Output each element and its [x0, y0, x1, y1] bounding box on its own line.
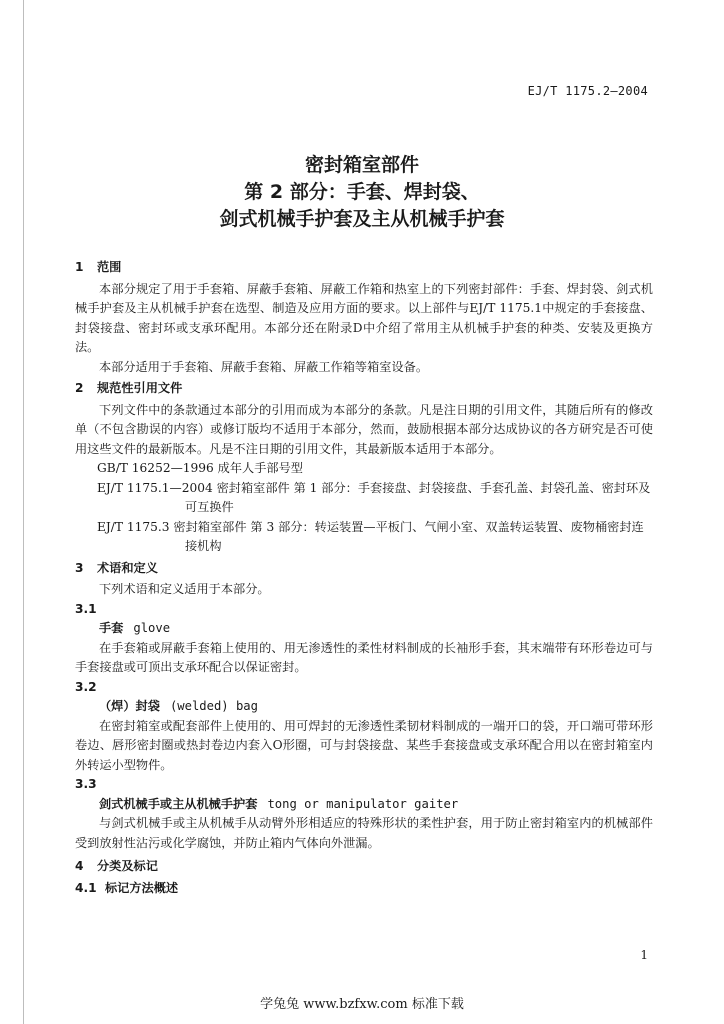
term-3-2: （焊）封袋 (welded) bag [99, 699, 258, 713]
footer-watermark: 学兔兔 www.bzfxw.com 标准下载 [260, 997, 464, 1012]
term-3-1: 手套 glove [99, 621, 171, 635]
term-3-1-definition: 在手套箱或屏蔽手套箱上使用的、用无渗透性的柔性材料制成的长袖形手套，其末端带有环形卷边可与手套接盘或可顶出支承环配合以保证密封。 [75, 640, 653, 674]
term-3-3: 剑式机械手或主从机械手护套 tong or manipulator gaiter [99, 796, 459, 811]
term-3-2-number: 3.2 [75, 679, 97, 694]
doc-title-line3: 剑式机械手护套及主从机械手护套 [219, 208, 505, 230]
s1-paragraph-2: 本部分适用于手套箱、屏蔽手套箱、屏蔽工作箱等箱室设备。 [99, 359, 429, 374]
term-3-3-definition: 与剑式机械手或主从机械手从动臂外形相适应的特殊形状的柔性护套，用于防止密封箱室内的机械部件受到放射性沾污或化学腐蚀，并防止箱内气体向外泄漏。 [75, 816, 653, 850]
standard-number: EJ/T 1175.2—2004 [527, 84, 648, 98]
term-3-1-number: 3.1 [75, 601, 97, 616]
document-body [75, 258, 653, 898]
s1-paragraph-1: 本部分规定了用于手套箱、屏蔽手套箱、屏蔽工作箱和热室上的下列密封部件：手套、焊封袋、剑式机械手护套及主从机械手护套在选型、制造及应用方面的要求。以上部件与EJ/T 1175.1中规定的手套接盘、封袋接盘、密封环或支承环配用。本部分还在附录D中介绍了常用主从机械手护套的种类、安装及更换方法。 [75, 281, 653, 354]
term-3-2-definition: 在密封箱室或配套部件上使用的、用可焊封的无渗透性柔韧材料制成的一端开口的袋，开口端可带环形卷边、唇形密封圈或热封卷边内套入O形圈，可与封袋接盘、某些手套接盘或支承环配合用以在密封箱室内外转运小型物件。 [75, 718, 653, 772]
reference-2: EJ/T 1175.1—2004 密封箱室部件 第 1 部分：手套接盘、封袋接盘、手套孔盖、封袋孔盖、密封环及可互换件 [97, 480, 651, 514]
section-3-heading: 3 术语和定义 [75, 560, 158, 575]
term-3-3-number: 3.3 [75, 777, 97, 791]
reference-1: GB/T 16252—1996 成年人手部号型 [97, 461, 303, 475]
doc-title-line1: 密封箱室部件 [304, 154, 419, 176]
section-4-1-heading: 4.1 标记方法概述 [75, 880, 179, 895]
s3-paragraph-1: 下列术语和定义适用于本部分。 [99, 582, 270, 596]
s2-paragraph-1: 下列文件中的条款通过本部分的引用而成为本部分的条款。凡是注日期的引用文件，其随后所有的修改单（不包含勘误的内容）或修订版均不适用于本部分，然而，鼓励根据本部分达成协议的各方研究是否可使用这些文件的最新版本。凡是不注日期的引用文件，其最新版本适用于本部分。 [75, 402, 653, 456]
doc-title-line2: 第 2 部分：手套、焊封袋、 [244, 181, 480, 203]
reference-3: EJ/T 1175.3 密封箱室部件 第 3 部分：转运装置—平板门、气闸小室、双盖转运装置、废物桶密封连接机构 [97, 519, 644, 553]
section-4-heading: 4 分类及标记 [75, 859, 158, 873]
section-2-heading: 2 规范性引用文件 [75, 381, 183, 395]
section-1-heading: 1 范围 [75, 260, 122, 274]
page-number: 1 [640, 948, 648, 962]
